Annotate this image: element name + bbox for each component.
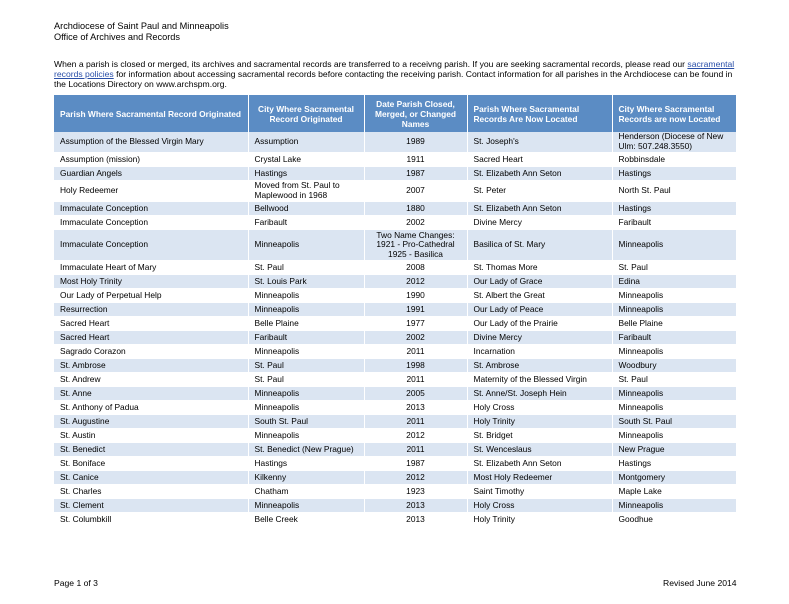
table-cell: St. Paul (248, 359, 364, 373)
table-row (54, 153, 736, 167)
table-cell: Minneapolis (612, 345, 736, 359)
table-cell: St. Columbkill (54, 513, 248, 527)
table-cell: St. Joseph's (467, 132, 612, 153)
table-cell: 2008 (364, 261, 467, 275)
table-cell: Assumption (mission) (54, 153, 248, 167)
table-cell: 2013 (364, 401, 467, 415)
table-cell: Belle Creek (248, 513, 364, 527)
table-cell: St. Anne (54, 387, 248, 401)
table-cell: Holy Trinity (467, 415, 612, 429)
table-cell: Guardian Angels (54, 167, 248, 181)
table-cell: Hastings (248, 457, 364, 471)
table-cell: 1991 (364, 303, 467, 317)
table-cell: Minneapolis (612, 429, 736, 443)
table-cell: Minneapolis (248, 345, 364, 359)
table-cell: St. Elizabeth Ann Seton (467, 457, 612, 471)
table-cell: 1923 (364, 485, 467, 499)
intro-text-end: for information about accessing sacramental records before contacting the receiving parish. Contact information for all parishes in the Archdiocese can be found in the Locations Directory on www.archspm.org. (54, 69, 733, 89)
table-row (54, 513, 736, 527)
table-cell: Holy Trinity (467, 513, 612, 527)
table-cell: St. Paul (248, 373, 364, 387)
table-cell: St. Andrew (54, 373, 248, 387)
column-header: City Where Sacramental Record Originated (248, 95, 364, 132)
table-row (54, 345, 736, 359)
table-cell: Hastings (248, 167, 364, 181)
table-cell: 1987 (364, 457, 467, 471)
table-cell: St. Ambrose (54, 359, 248, 373)
table-row (54, 387, 736, 401)
table-cell: St. Clement (54, 499, 248, 513)
table-cell: Sagrado Corazon (54, 345, 248, 359)
intro-paragraph (54, 59, 744, 89)
table-row (54, 415, 736, 429)
table-cell: Holy Cross (467, 401, 612, 415)
table-cell: St. Benedict (54, 443, 248, 457)
table-cell: St. Elizabeth Ann Seton (467, 167, 612, 181)
table-cell: Sacred Heart (54, 331, 248, 345)
table-row (54, 485, 736, 499)
table-cell: Sacred Heart (54, 317, 248, 331)
table-cell: Holy Cross (467, 499, 612, 513)
table-cell: Immaculate Conception (54, 202, 248, 216)
table-cell: Immaculate Heart of Mary (54, 261, 248, 275)
table-cell: Henderson (Diocese of New Ulm: 507.248.3550) (612, 132, 736, 153)
table-cell: Minneapolis (248, 401, 364, 415)
table-cell: St. Canice (54, 471, 248, 485)
table-cell: Assumption (248, 132, 364, 153)
revision-date: Revised June 2014 (663, 578, 737, 588)
table-cell: Minneapolis (248, 289, 364, 303)
table-cell: Belle Plaine (612, 317, 736, 331)
table-row (54, 443, 736, 457)
table-row (54, 230, 736, 261)
table-cell: St. Thomas More (467, 261, 612, 275)
header-line-office: Office of Archives and Records (54, 31, 180, 42)
table-cell: Hastings (612, 167, 736, 181)
table-cell: St. Boniface (54, 457, 248, 471)
table-cell: Immaculate Conception (54, 216, 248, 230)
table-cell: Belle Plaine (248, 317, 364, 331)
table-cell: Faribault (612, 331, 736, 345)
table-body (54, 132, 736, 527)
table-cell: Edina (612, 275, 736, 289)
sacramental-records-policies-link[interactable]: sacramental records policies (54, 59, 735, 79)
table-row (54, 303, 736, 317)
table-cell: St. Paul (612, 373, 736, 387)
table-cell: Resurrection (54, 303, 248, 317)
table-cell: 2012 (364, 275, 467, 289)
table-cell: Kilkenny (248, 471, 364, 485)
table-cell: 1998 (364, 359, 467, 373)
table-cell: Maternity of the Blessed Virgin (467, 373, 612, 387)
table-cell: Minneapolis (248, 230, 364, 261)
table-cell: Hastings (612, 457, 736, 471)
table-cell: New Prague (612, 443, 736, 457)
table-cell: Our Lady of Perpetual Help (54, 289, 248, 303)
table-cell: 2007 (364, 181, 467, 202)
table-cell: 2011 (364, 415, 467, 429)
table-cell: St. Paul (248, 261, 364, 275)
table-cell: St. Paul (612, 261, 736, 275)
table-cell: South St. Paul (612, 415, 736, 429)
table-cell: Minneapolis (248, 499, 364, 513)
table-cell: 2002 (364, 331, 467, 345)
table-cell: 1880 (364, 202, 467, 216)
table-cell: Goodhue (612, 513, 736, 527)
table-cell: Robbinsdale (612, 153, 736, 167)
table-row (54, 132, 736, 153)
table-cell: Minneapolis (612, 499, 736, 513)
table-row (54, 359, 736, 373)
table-cell: Minneapolis (612, 387, 736, 401)
table-cell: Holy Redeemer (54, 181, 248, 202)
table-cell: South St. Paul (248, 415, 364, 429)
table-cell: St. Augustine (54, 415, 248, 429)
table-cell: 2012 (364, 471, 467, 485)
table-cell: Minneapolis (248, 303, 364, 317)
table-cell: St. Elizabeth Ann Seton (467, 202, 612, 216)
column-header: Parish Where Sacramental Records Are Now Located (467, 95, 612, 132)
table-cell: Two Name Changes: 1921 - Pro-Cathedral 1925 - Basilica (364, 230, 467, 261)
table-row (54, 429, 736, 443)
table-row (54, 289, 736, 303)
column-header: Date Parish Closed, Merged, or Changed Names (364, 95, 467, 132)
table-cell: St. Benedict (New Prague) (248, 443, 364, 457)
table-row (54, 216, 736, 230)
table-cell: Sacred Heart (467, 153, 612, 167)
table-row (54, 317, 736, 331)
table-cell: Most Holy Trinity (54, 275, 248, 289)
table-cell: Incarnation (467, 345, 612, 359)
table-cell: Maple Lake (612, 485, 736, 499)
table-cell: 1911 (364, 153, 467, 167)
table-cell: Minneapolis (612, 289, 736, 303)
table-cell: 2011 (364, 443, 467, 457)
table-cell: Hastings (612, 202, 736, 216)
table-cell: Crystal Lake (248, 153, 364, 167)
document-header (54, 21, 229, 42)
intro-text-start: When a parish is closed or merged, its archives and sacramental records are transferred to a receivng parish. If you are seeking sacramental records, please read our (54, 59, 688, 69)
table-cell: Minneapolis (612, 303, 736, 317)
table-cell: Minneapolis (248, 429, 364, 443)
table-cell: St. Peter (467, 181, 612, 202)
table-cell: 1987 (364, 167, 467, 181)
page-number: Page 1 of 3 (54, 578, 98, 588)
table-cell: Our Lady of Grace (467, 275, 612, 289)
table-cell: Montgomery (612, 471, 736, 485)
table-row (54, 471, 736, 485)
table-cell: 2002 (364, 216, 467, 230)
table-cell: Divine Mercy (467, 331, 612, 345)
table-row (54, 457, 736, 471)
table-row (54, 167, 736, 181)
table-cell: 2012 (364, 429, 467, 443)
table-cell: Saint Timothy (467, 485, 612, 499)
table-cell: Faribault (612, 216, 736, 230)
table-cell: St. Bridget (467, 429, 612, 443)
table-row (54, 401, 736, 415)
table-cell: St. Albert the Great (467, 289, 612, 303)
table-cell: St. Austin (54, 429, 248, 443)
table-cell: 1977 (364, 317, 467, 331)
table-cell: St. Anthony of Padua (54, 401, 248, 415)
header-line-organization: Archdiocese of Saint Paul and Minneapolis (54, 21, 229, 31)
table-cell: St. Wenceslaus (467, 443, 612, 457)
table-cell: North St. Paul (612, 181, 736, 202)
table-cell: Minneapolis (612, 401, 736, 415)
table-cell: St. Anne/St. Joseph Hein (467, 387, 612, 401)
table-cell: Immaculate Conception (54, 230, 248, 261)
table-cell: 2011 (364, 373, 467, 387)
table-row (54, 331, 736, 345)
table-cell: 2013 (364, 499, 467, 513)
table-cell: Our Lady of the Prairie (467, 317, 612, 331)
table-cell: 2005 (364, 387, 467, 401)
table-cell: Most Holy Redeemer (467, 471, 612, 485)
table-cell: St. Charles (54, 485, 248, 499)
table-cell: Minneapolis (248, 387, 364, 401)
table-cell: Faribault (248, 331, 364, 345)
table-row (54, 499, 736, 513)
column-header: Parish Where Sacramental Record Originated (54, 95, 248, 132)
column-header: City Where Sacramental Records are now Located (612, 95, 736, 132)
table-header-row (54, 95, 736, 132)
parish-records-table (54, 95, 737, 527)
table-cell: 1990 (364, 289, 467, 303)
table-cell: Moved from St. Paul to Maplewood in 1968 (248, 181, 364, 202)
table-cell: Our Lady of Peace (467, 303, 612, 317)
table-cell: 2013 (364, 513, 467, 527)
table-row (54, 261, 736, 275)
table-row (54, 202, 736, 216)
table-row (54, 373, 736, 387)
table-cell: 1989 (364, 132, 467, 153)
table-row (54, 181, 736, 202)
table-cell: St. Ambrose (467, 359, 612, 373)
table-cell: St. Louis Park (248, 275, 364, 289)
table-row (54, 275, 736, 289)
table-cell: Assumption of the Blessed Virgin Mary (54, 132, 248, 153)
table-cell: Minneapolis (612, 230, 736, 261)
table-cell: Divine Mercy (467, 216, 612, 230)
table-cell: 2011 (364, 345, 467, 359)
table-cell: Bellwood (248, 202, 364, 216)
table-cell: Basilica of St. Mary (467, 230, 612, 261)
table-cell: Faribault (248, 216, 364, 230)
table-cell: Woodbury (612, 359, 736, 373)
table-cell: Chatham (248, 485, 364, 499)
